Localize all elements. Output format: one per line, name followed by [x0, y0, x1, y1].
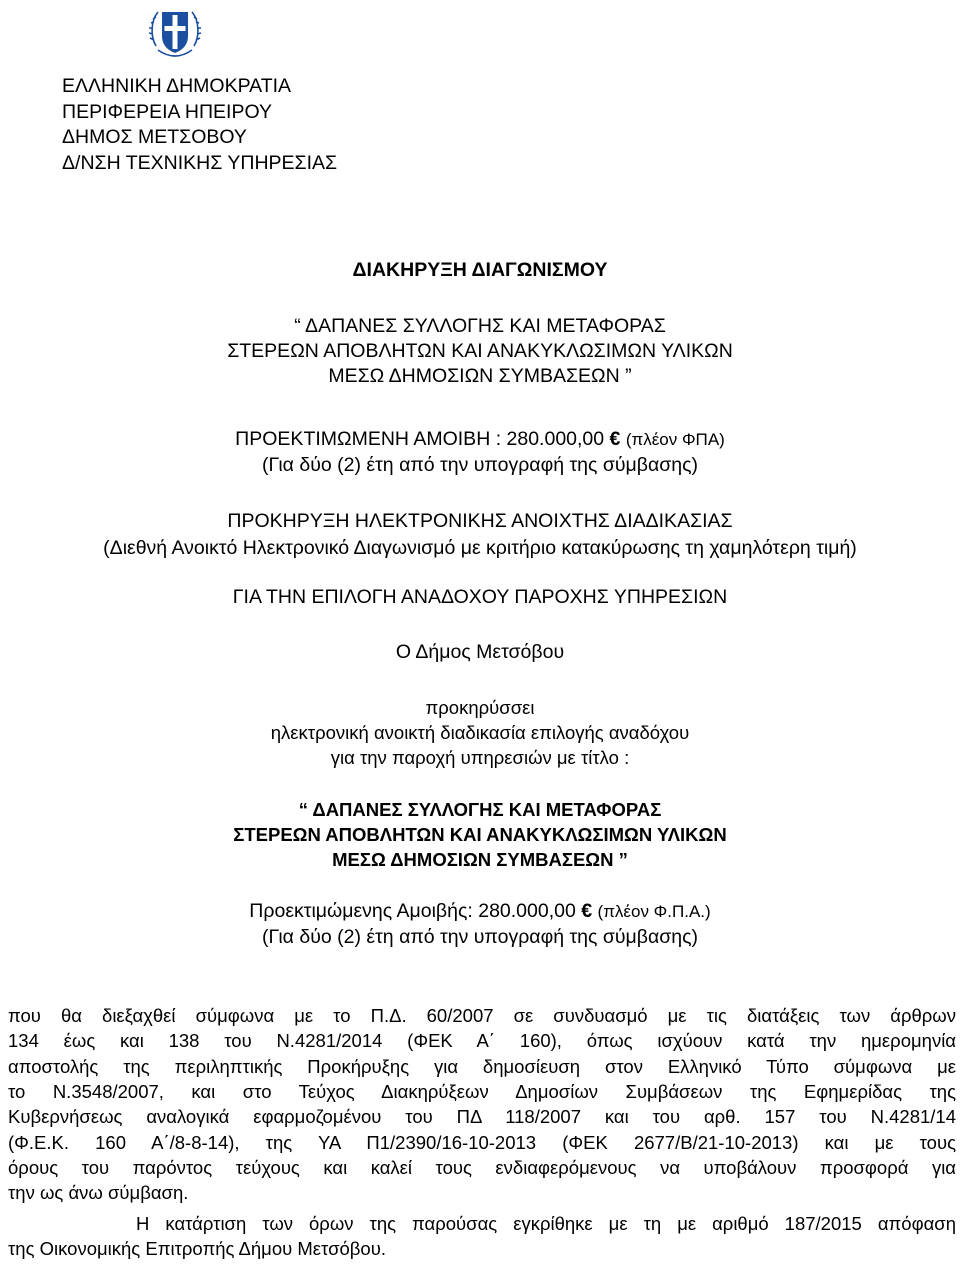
- subject-line-1: “ ΔΑΠΑΝΕΣ ΣΥΛΛΟΓΗΣ ΚΑΙ ΜΕΤΑΦΟΡΑΣ: [294, 315, 666, 337]
- estimated-fee2-label: Προεκτιμώμενης Αμοιβής: 280.000,00: [249, 900, 576, 922]
- selection-purpose: ΓΙΑ ΤΗΝ ΕΠΙΛΟΓΗ ΑΝΑΔΟΧΟΥ ΠΑΡΟΧΗΣ ΥΠΗΡΕΣΙΩΝ: [232, 586, 728, 608]
- procedure-title: ΠΡΟΚΗΡΥΞΗ ΗΛΕΚΤΡΟΝΙΚΗΣ ΑΝΟΙΧΤΗΣ ΔΙΑΔΙΚΑΣΙΑΣ: [227, 510, 733, 532]
- euro-icon: €: [581, 900, 593, 922]
- body-line-1: που θα διεξαχθεί σύμφωνα με το Π.Δ. 60/2007 σε συνδυασμό με τις διατάξεις των άρθρων: [8, 1005, 956, 1026]
- duration-note: (Για δύο (2) έτη από την υπογραφή της σύμβασης): [261, 454, 699, 476]
- contracting-authority: Ο Δήμος Μετσόβου: [395, 641, 565, 663]
- subject-line-3: ΜΕΣΩ ΔΗΜΟΣΙΩΝ ΣΥΜΒΑΣΕΩΝ ”: [328, 365, 632, 387]
- euro-icon: €: [609, 428, 621, 450]
- issuer-region: ΠΕΡΙΦΕΡΕΙΑ ΗΠΕΙΡΟΥ: [62, 100, 272, 123]
- issuer-department: Δ/ΝΣΗ ΤΕΧΝΙΚΗΣ ΥΠΗΡΕΣΙΑΣ: [62, 151, 338, 174]
- body-line-4: το Ν.3548/2007, και στο Τεύχος Διακηρύξεων Δημοσίων Συμβάσεων της Εφημερίδας της: [8, 1081, 956, 1102]
- body-line-7: όρους του παρόντος τεύχους και καλεί τους ενδιαφερόμενους να υποβάλουν προσφορά για: [8, 1157, 956, 1178]
- body-line-3: αποστολής της περιληπτικής Προκήρυξης για δημοσίευση στον Ελληνικό Τύπο σύμφωνα με: [8, 1056, 956, 1077]
- subject2-line-2: ΣΤΕΡΕΩΝ ΑΠΟΒΛΗΤΩΝ ΚΑΙ ΑΝΑΚΥΚΛΩΣΙΜΩΝ ΥΛΙΚΩΝ: [233, 824, 727, 845]
- estimated-fee-label: ΠΡΟΕΚΤΙΜΩΜΕΝΗ ΑΜΟΙΒΗ : 280.000,00: [235, 428, 605, 450]
- body-line-8: την ως άνω σύμβαση.: [8, 1182, 189, 1203]
- estimated-fee-line: [0, 427, 960, 453]
- issuer-header: [62, 74, 337, 176]
- estimated-fee2-line: [0, 899, 960, 925]
- document-title: ΔΙΑΚΗΡΥΞΗ ΔΙΑΓΩΝΙΣΜΟΥ: [352, 259, 608, 281]
- issuer-municipality: ΔΗΜΟΣ ΜΕΤΣΟΒΟΥ: [62, 126, 247, 148]
- approval-line-1: Η κατάρτιση των όρων της παρούσας εγκρίθηκε με τη με αριθμό 187/2015 απόφαση: [8, 1213, 956, 1234]
- greek-coat-of-arms-emblem: [148, 6, 202, 64]
- announce-line-1: προκηρύσσει: [425, 697, 535, 718]
- body-line-5: Κυβερνήσεως αναλογικά εφαρμοζομένου του ΠΔ 118/2007 και του αρθ. 157 του Ν.4281/14: [8, 1106, 956, 1127]
- subject2-line-1: “ ΔΑΠΑΝΕΣ ΣΥΛΛΟΓΗΣ ΚΑΙ ΜΕΤΑΦΟΡΑΣ: [298, 799, 662, 820]
- vat-note-2: (πλέον Φ.Π.Α.): [597, 902, 711, 921]
- announce-line-3: για την παροχή υπηρεσιών με τίτλο :: [330, 747, 630, 768]
- body-line-2: 134 έως και 138 του Ν.4281/2014 (ΦΕΚ Α΄ 160), όπως ισχύουν κατά την ημερομηνία: [8, 1030, 956, 1051]
- subject2-line-3: ΜΕΣΩ ΔΗΜΟΣΙΩΝ ΣΥΜΒΑΣΕΩΝ ”: [332, 849, 628, 870]
- subject-line-2: ΣΤΕΡΕΩΝ ΑΠΟΒΛΗΤΩΝ ΚΑΙ ΑΝΑΚΥΚΛΩΣΙΜΩΝ ΥΛΙΚΩΝ: [227, 340, 733, 362]
- duration-note-2: (Για δύο (2) έτη από την υπογραφή της σύμβασης): [261, 926, 699, 948]
- procedure-detail: (Διεθνή Ανοικτό Ηλεκτρονικό Διαγωνισμό με κριτήριο κατακύρωσης τη χαμηλότερη τιμή): [103, 537, 857, 559]
- issuer-country: ΕΛΛΗΝΙΚΗ ΔΗΜΟΚΡΑΤΙΑ: [62, 75, 292, 97]
- announce-line-2: ηλεκτρονική ανοικτή διαδικασία επιλογής αναδόχου: [270, 722, 690, 743]
- approval-line-2: της Οικονομικής Επιτροπής Δήμου Μετσόβου.: [8, 1238, 386, 1259]
- body-line-6: (Φ.Ε.Κ. 160 Α΄/8-8-14), της ΥΑ Π1/2390/16-10-2013 (ΦΕΚ 2677/Β/21-10-2013) και με τους: [8, 1132, 956, 1153]
- vat-note: (πλέον ΦΠΑ): [625, 430, 725, 449]
